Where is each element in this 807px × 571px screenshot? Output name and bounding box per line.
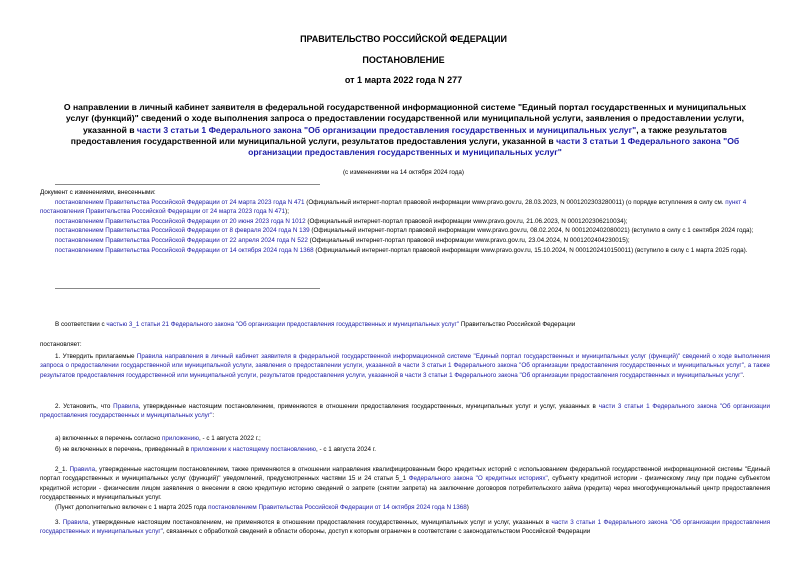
paragraph-text: , связанных с обработкой сведений в области обороны, доступ к которым ограничен в соответствии с законодательством Российской Федерации (162, 528, 591, 536)
change-item (40, 236, 780, 246)
paragraph-text: 2. Установить, что (55, 403, 114, 410)
change-text: (Официальный интернет-портал правовой информации www.pravo.gov.ru, 08.02.2024, N 0001202402080021) (вступило в силу с 1 сентября 2024 года); (309, 227, 754, 235)
change-item (40, 217, 780, 227)
change-link[interactable]: постановлением Правительства Российской Федерации от 20 июня 2023 года N 1012 (55, 217, 306, 225)
change-link[interactable]: постановлением Правительства Российской Федерации от 14 октября 2024 года N 1368 (55, 246, 314, 254)
divider (55, 288, 320, 289)
change-link[interactable]: постановлением Правительства Российской Федерации от 22 апреля 2024 года N 522 (55, 236, 308, 244)
title-text: , а также результатов предоставления государственной или муниципальной услуги, результатов предоставления услуги, указанной в (70, 124, 727, 146)
preamble-law-link[interactable]: частью 3_1 статьи 21 Федерального закона "Об организации предоставления государственных и муниципальных услуг" (106, 321, 460, 328)
paragraph-text: а) включенных в перечень согласно (55, 435, 162, 442)
paragraph-1 (40, 352, 770, 380)
paragraph-2 (40, 402, 770, 421)
paragraph-text: , утвержденные настоящим постановлением, не применяются в отношении предоставления государственных, муниципальных услуг и услуг, указанных в (88, 519, 552, 526)
credit-history-law-link[interactable]: Федерального закона "О кредитных историях" (408, 475, 548, 483)
paragraph-text: , - с 1 августа 2024 г. (316, 446, 376, 453)
paragraph-2a (40, 434, 770, 443)
paragraph-text: 2_1. (55, 466, 70, 473)
government-heading: ПРАВИТЕЛЬСТВО РОССИЙСКОЙ ФЕДЕРАЦИИ (300, 34, 507, 44)
decrees-line: постановляет: (40, 341, 82, 348)
change-item (40, 246, 780, 256)
change-text: (Официальный интернет-портал правовой информации www.pravo.gov.ru, 23.04.2024, N 0001202404230015); (307, 236, 630, 244)
paragraph-text: , утвержденные настоящим постановлением, также применяются в отношении направления квалифицированным бюро кредитных историй с использованием федеральной государственной информационной системы "Единый портал государственных и муниципальных услуг (функций)" уведомлений, предусмотренных частями 15 и 24 статьи 5_1 (40, 466, 770, 483)
law-link[interactable]: части 3 статьи 1 Федерального закона "Об организации предоставления государственных и муниципальных услуг" (40, 519, 770, 536)
amendment-note: (с изменениями на 14 октября 2024 года) (342, 169, 465, 176)
paragraph-text: . (742, 371, 745, 379)
appendix-link[interactable]: приложению (161, 435, 200, 442)
paragraph-text: : (212, 412, 215, 420)
date-number-heading: от 1 марта 2022 года N 277 (344, 75, 463, 85)
paragraph-2b (40, 445, 770, 454)
appendix-link[interactable]: приложении к настоящему постановлению (190, 446, 317, 453)
rules-link[interactable]: Правила (62, 519, 89, 526)
paragraph-text: , утвержденные настоящим постановлением, применяются в отношении предоставления государственных, муниципальных услуг и услуг, указанных в (138, 403, 599, 410)
rules-link[interactable]: Правила направления в личный кабинет заявителя в федеральной государственной информационной системе "Единый портал государственных и муниципальных услуг (функций)" сведений о ходе выполнения запроса о предоставлении государственной или муниципальной услуги, заявления о предоставлении услуги, указанной в части 3 статьи 1 Федерального закона "Об организации предоставления государственных и муниципальных услуг", а также результатов предоставления государственной или муниципальной услуги, результатов предоставления услуги, указанной в части 3 статьи 1 Федерального закона "Об организации предоставления государственных и муниципальных услуг" (40, 353, 771, 379)
change-text: (Официальный интернет-портал правовой информации www.pravo.gov.ru, 15.10.2024, N 0001202410150011) (вступило в силу с 1 марта 2025 года). (313, 246, 748, 254)
rules-link[interactable]: Правила (69, 466, 96, 473)
changes-intro: Документ с изменениями, внесенными: (40, 189, 156, 196)
divider (55, 184, 320, 185)
doc-type-heading: ПОСТАНОВЛЕНИЕ (362, 55, 445, 65)
paragraph-3 (40, 518, 770, 537)
change-link[interactable]: постановлением Правительства Российской Федерации от 8 февраля 2024 года N 139 (55, 227, 310, 235)
change-item (40, 198, 780, 217)
change-link[interactable]: пункт 4 постановления Правительства Российской Федерации от 24 марта 2023 года N 471 (40, 198, 747, 216)
rules-link[interactable]: Правила (113, 403, 139, 410)
change-text: (Официальный интернет-портал правовой информации www.pravo.gov.ru, 21.06.2023, N 0001202306210034); (305, 217, 628, 225)
paragraph-2-1 (40, 465, 770, 512)
amendment-link[interactable]: постановлением Правительства Российской Федерации от 14 октября 2024 года N 1368 (208, 503, 467, 511)
paragraph-text: 1. Утвердить прилагаемые (55, 353, 137, 360)
preamble-text: Правительство Российской Федерации (459, 321, 576, 328)
document-title (55, 102, 755, 158)
title-link-law-part3[interactable]: части 3 статьи 1 Федерального закона "Об организации предоставления государственных и муниципальных услуг" (136, 124, 637, 135)
change-text: ); (285, 208, 289, 216)
law-link[interactable]: части 3 статьи 1 Федерального закона "Об организации предоставления государственных и муниципальных услуг" (40, 403, 770, 420)
title-text: О направлении в личный кабинет заявителя в федеральной государственной информационной системе "Единый портал государственных и муниципальных услуг (функций)" сведений о ходе выполнения запроса о предоставлении государственной или муниципальной услуги, заявления о предоставлении услуги, указанной в (63, 102, 747, 135)
preamble (40, 320, 770, 329)
title-link-law-part3[interactable]: части 3 статьи 1 Федерального закона "Об организации предоставления государственных и муниципальных услуг" (248, 135, 740, 158)
changes-list (40, 188, 780, 255)
change-item (40, 226, 780, 236)
paragraph-note: ) (466, 503, 469, 511)
paragraph-text: , субъекту кредитной истории - физическому лицу при подаче субъектом кредитной истории - физическим лицом заявления о внесении в свою кредитную историю сведений о запрете (снятии запрета) на заключение договоров потребительского займа (кредита) через многофункциональный центр предоставления государственных и муниципальных услуг. (40, 475, 770, 502)
change-text: (Официальный интернет-портал правовой информации www.pravo.gov.ru, 28.03.2023, N 0001202303280011) (о порядке вступления в силу см. (304, 198, 726, 206)
preamble-text: В соответствии с (55, 321, 107, 328)
paragraph-note: (Пункт дополнительно включен с 1 марта 2025 года (55, 503, 209, 511)
change-link[interactable]: постановлением Правительства Российской Федерации от 24 марта 2023 года N 471 (55, 198, 305, 206)
paragraph-text: б) не включенных в перечень, приведенный в (55, 446, 191, 453)
paragraph-text: 3. (55, 519, 63, 526)
paragraph-text: , - с 1 августа 2022 г.; (199, 435, 261, 442)
